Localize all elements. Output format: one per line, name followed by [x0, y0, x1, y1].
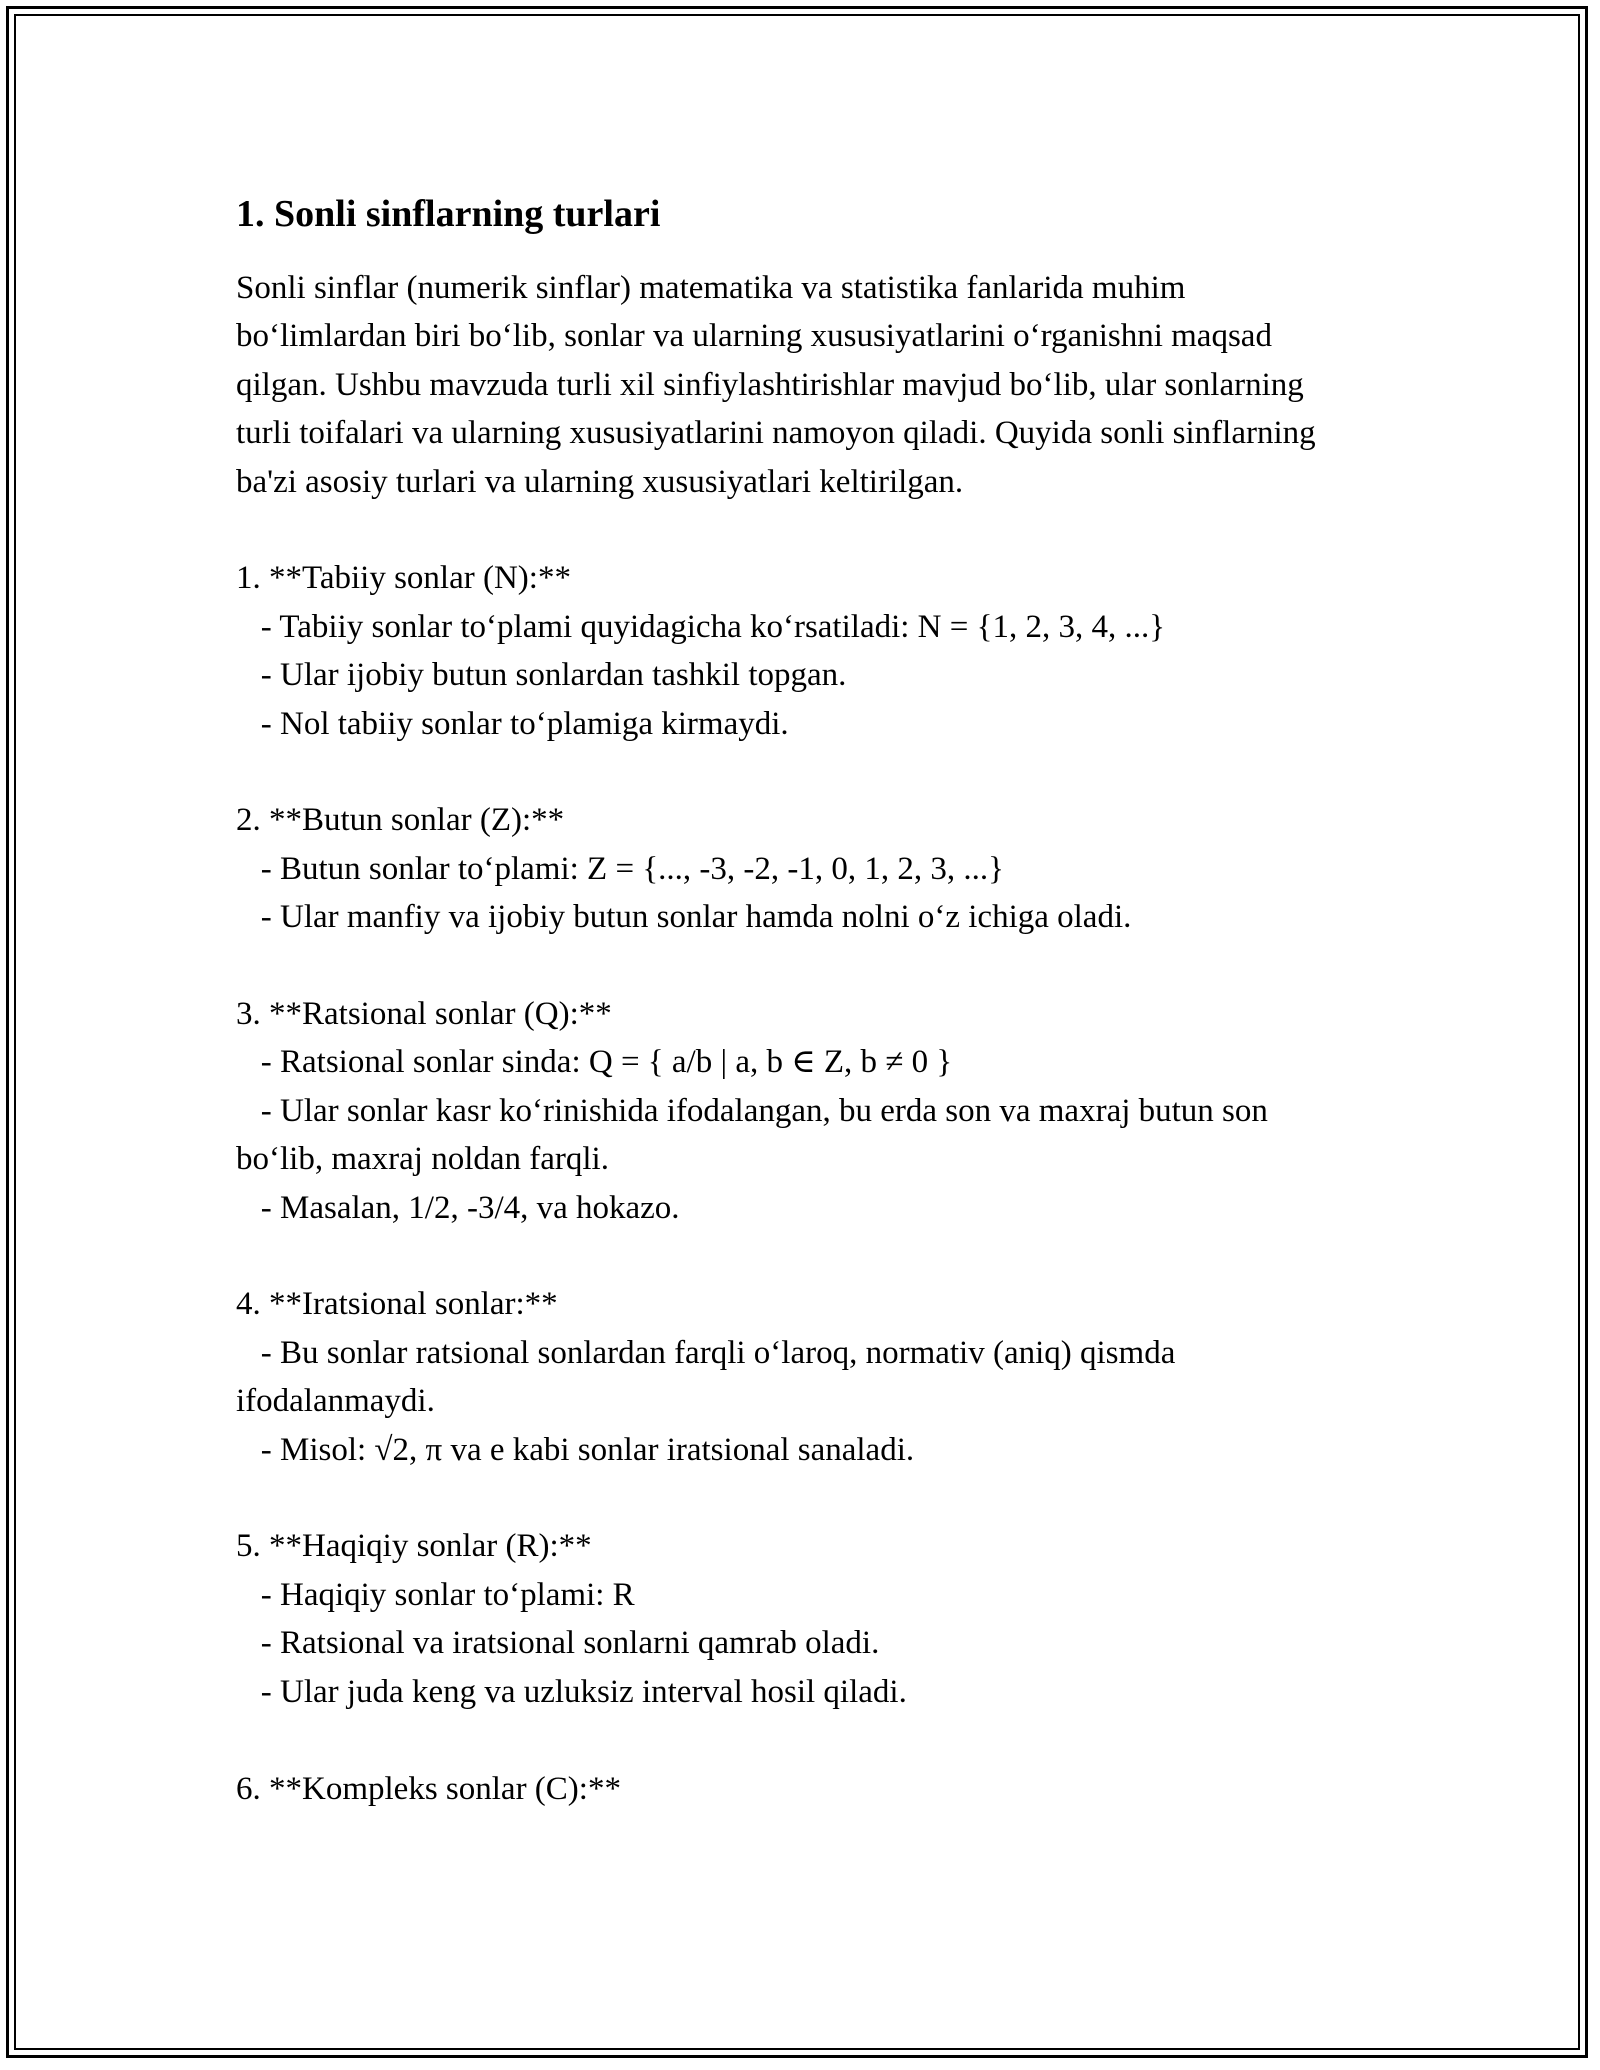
section-heading: 6. **Kompleks sonlar (C):**: [236, 1770, 621, 1807]
section-integers: [236, 796, 1346, 941]
section-line: - Ular ijobiy butun sonlardan tashkil topgan.: [236, 657, 847, 694]
section-heading: 5. **Haqiqiy sonlar (R):**: [236, 1528, 592, 1565]
section-line: - Tabiiy sonlar to‘plami quyidagicha ko‘rsatiladi: N = {1, 2, 3, 4, ...}: [236, 608, 1166, 645]
section-natural-numbers: [236, 554, 1346, 748]
section-irrational-numbers: [236, 1280, 1346, 1474]
section-heading: 1. **Tabiiy sonlar (N):**: [236, 560, 571, 597]
section-line: - Ular juda keng va uzluksiz interval hosil qiladi.: [236, 1673, 907, 1710]
section-line: - Haqiqiy sonlar to‘plami: R: [236, 1576, 635, 1613]
section-heading: 3. **Ratsional sonlar (Q):**: [236, 996, 612, 1033]
section-real-numbers: [236, 1522, 1346, 1716]
section-line: - Nol tabiiy sonlar to‘plamiga kirmaydi.: [236, 705, 789, 742]
section-heading: 2. **Butun sonlar (Z):**: [236, 802, 565, 839]
section-rational-numbers: [236, 990, 1346, 1232]
section-line: - Ratsional va iratsional sonlarni qamrab oladi.: [236, 1625, 880, 1662]
section-line: - Butun sonlar to‘plami: Z = {..., -3, -2, -1, 0, 1, 2, 3, ...}: [236, 850, 1004, 887]
document-title: 1. Sonli sinflarning turlari: [236, 193, 661, 235]
section-complex-numbers: [236, 1765, 1346, 1813]
section-line: - Ular manfiy va ijobiy butun sonlar hamda nolni o‘z ichiga oladi.: [236, 899, 1132, 936]
section-line: - Masalan, 1/2, -3/4, va hokazo.: [236, 1189, 680, 1226]
intro-paragraph: Sonli sinflar (numerik sinflar) matematika va statistika fanlarida muhim bo‘limlardan biri bo‘lib, sonlar va ularning xususiyatlarini o‘rganishni maqsad qilgan. Ushbu mavzuda turli xil sinfiylashtirishlar mavjud bo‘lib, ular sonlarning turli toifalari va ularning xususiyatlarini namoyon qiladi. Quyida sonli sinflarning ba'zi asosiy turlari va ularning xususiyatlari keltirilgan.: [236, 270, 1316, 500]
section-line: - Ratsional sonlar sinda: Q = { a/b | a, b ∈ Z, b ≠ 0 }: [236, 1044, 953, 1081]
section-line: - Bu sonlar ratsional sonlardan farqli o‘laroq, normativ (aniq) qismda ifodalanmaydi.: [236, 1334, 1184, 1420]
section-heading: 4. **Iratsional sonlar:**: [236, 1286, 558, 1323]
document-body: [236, 186, 1346, 1813]
section-line: - Ular sonlar kasr ko‘rinishida ifodalangan, bu erda son va maxraj butun son bo‘lib, maxraj noldan farqli.: [236, 1092, 1277, 1178]
section-line: - Misol: √2, π va e kabi sonlar iratsional sanaladi.: [236, 1431, 915, 1468]
